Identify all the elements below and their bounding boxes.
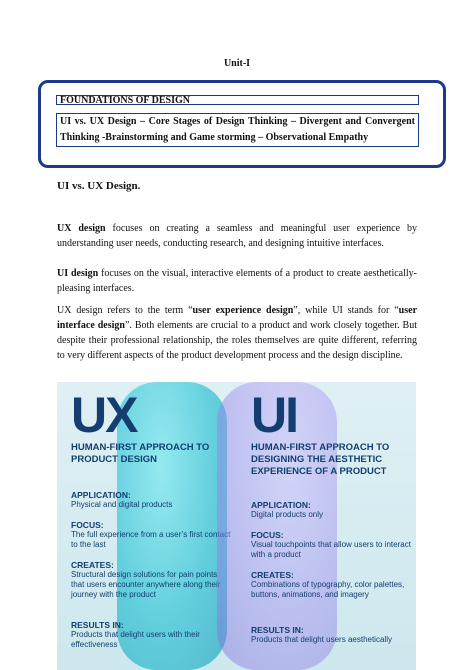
ux-creates-text: Structural design solutions for pain points that users encounter anywhere along their journey with the product: [71, 570, 221, 599]
ui-results-label: RESULTS IN:: [251, 625, 304, 635]
paragraph-ux-design: [57, 221, 417, 251]
ui-application-label: APPLICATION:: [251, 500, 311, 510]
ux-application-label: APPLICATION:: [71, 490, 131, 500]
term-ux-design: UX design: [57, 223, 106, 234]
paragraph-text: ”. Both elements are crucial to a product and work closely together. But despite their professional relationship, the roles themselves are quite different, referring to very different aspects of the product development process and the design discipline.: [57, 320, 417, 361]
ux-headline: HUMAN-FIRST APPROACH TO PRODUCT DESIGN: [71, 442, 210, 465]
ux-focus: [71, 520, 231, 550]
unit-label: Unit-I: [223, 58, 251, 69]
ux-results: [71, 620, 231, 650]
ui-application: [251, 500, 411, 520]
ux-ui-infographic: [57, 382, 416, 670]
ux-column: [57, 382, 236, 670]
term-user-experience-design: user experience design: [192, 305, 294, 316]
ui-results: [251, 625, 411, 645]
ux-application-text: Physical and digital products: [71, 500, 173, 509]
ux-results-label: RESULTS IN:: [71, 620, 124, 630]
paragraph-text: ”, while UI stands for “: [293, 305, 399, 316]
section-heading: UI vs. UX Design.: [57, 180, 141, 192]
ui-creates: [251, 570, 411, 600]
paragraph-ui-design: [57, 266, 417, 296]
ux-focus-text: The full experience from a user’s first contact to the last: [71, 530, 231, 549]
banner-title: FOUNDATIONS OF DESIGN: [56, 95, 419, 105]
ux-application: [71, 490, 231, 510]
paragraph-text: focuses on the visual, interactive elements of a product to create aesthetically-pleasing interfaces.: [57, 268, 417, 294]
ui-column: [237, 382, 416, 670]
ux-creates-label: CREATES:: [71, 560, 114, 570]
ui-creates-label: CREATES:: [251, 570, 294, 580]
ux-title: UX: [71, 387, 137, 443]
ui-creates-text: Combinations of typography, color palettes, buttons, animations, and imagery: [251, 580, 405, 599]
ux-creates: [71, 560, 231, 600]
ui-focus: [251, 530, 411, 560]
ui-title: UI: [251, 387, 297, 443]
paragraph-text: UX design refers to the term “: [57, 305, 193, 316]
paragraph-text: focuses on creating a seamless and meaningful user experience by understanding user needs, conducting research, and designing intuitive interfaces.: [57, 223, 417, 249]
ui-results-text: Products that delight users aesthetically: [251, 635, 392, 644]
paragraph-comparison: [57, 303, 417, 363]
banner-topics: UI vs. UX Design – Core Stages of Design Thinking – Divergent and Convergent Thinking -Brainstorming and Game storming – Observational Empathy: [56, 113, 419, 147]
ux-results-text: Products that delight users with their effectiveness: [71, 630, 200, 649]
ui-focus-label: FOCUS:: [251, 530, 284, 540]
ui-focus-text: Visual touchpoints that allow users to interact with a product: [251, 540, 411, 559]
ui-application-text: Digital products only: [251, 510, 324, 519]
term-ui-design: UI design: [57, 268, 99, 279]
ux-focus-label: FOCUS:: [71, 520, 104, 530]
ui-headline: HUMAN-FIRST APPROACH TO DESIGNING THE AESTHETIC EXPERIENCE OF A PRODUCT: [251, 442, 390, 477]
term-user-interface-design: user interface design: [57, 305, 418, 331]
